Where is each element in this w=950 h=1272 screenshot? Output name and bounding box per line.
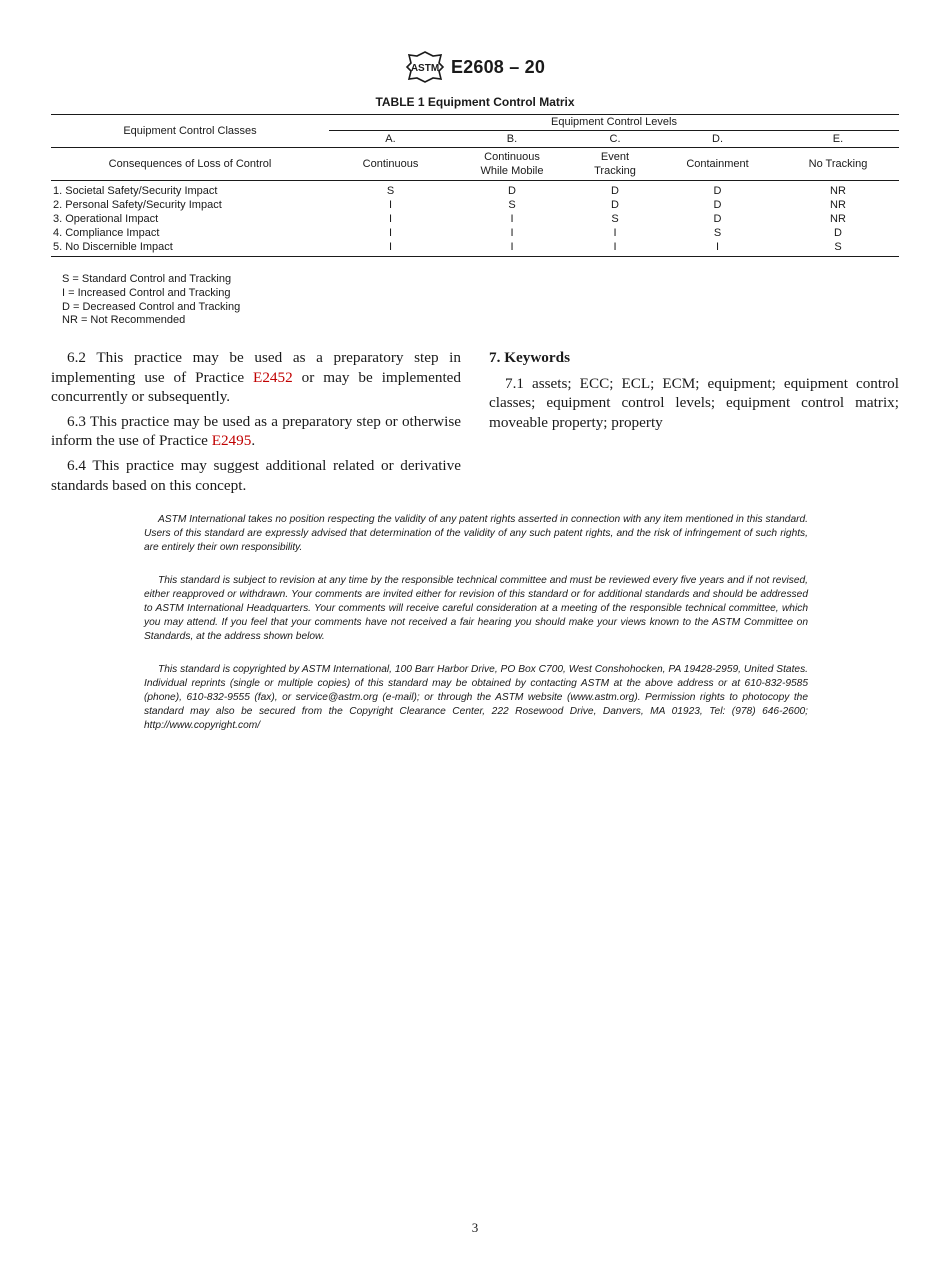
level-name (572, 148, 658, 181)
table-title: TABLE 1 Equipment Control Matrix (375, 95, 575, 109)
row-label: 5. No Discernible Impact (51, 240, 329, 257)
cell-value: I (510, 227, 514, 239)
level-name-line: No Tracking (808, 158, 868, 170)
classes-header: Equipment Control Classes (51, 115, 329, 148)
table-row (51, 212, 899, 226)
cell-value: I (388, 227, 393, 239)
row-label: 2. Personal Safety/Security Impact (53, 199, 222, 211)
level-letter: B. (452, 131, 572, 148)
cell-value: I (658, 240, 777, 257)
table-header-row-3 (51, 148, 899, 181)
astm-logo-icon (405, 50, 445, 84)
page-number: 3 (471, 1220, 479, 1235)
level-letter: E. (777, 131, 899, 148)
paragraph-6-4: 6.4 This practice may suggest additional related or derivative standards based on this concept. (51, 456, 461, 494)
table-row (51, 226, 899, 240)
cell-value: I (388, 199, 393, 211)
paragraph-text: 6.3 This practice may be used as a preparatory step or otherwise inform the use of Practice (51, 412, 461, 450)
level-name-line: Containment (686, 158, 749, 170)
level-name-line: Tracking (594, 165, 636, 177)
cell-value: S (386, 185, 395, 197)
level-name-line: Event (600, 151, 630, 163)
table-row (51, 198, 899, 212)
document-header (0, 50, 950, 84)
paragraph-text: . (251, 432, 256, 450)
cell-value: I (613, 227, 617, 239)
standard-designation: E2608 – 20 (450, 56, 546, 77)
table-row (51, 240, 899, 257)
cell-value: I (510, 213, 514, 225)
footnote: I = Increased Control and Tracking (62, 286, 231, 299)
paragraph-6-2 (51, 348, 461, 407)
level-letter: D. (658, 131, 777, 148)
cell-value: D (713, 199, 722, 211)
notice-text: This standard is subject to revision at any time by the responsible technical committee and must be reviewed every five years and if not revised, either reapproved or withdrawn. Your comments are invited either for revision of this standard or for additional standards and should be addressed to ASTM International Headquarters. Your comments will receive careful consideration at a meeting of the responsible technical committee, which you may attend. If you feel that your comments have not received a fair hearing you should make your views known to the ASTM Committee on Standards, at the address shown below. (144, 575, 808, 642)
level-letter: C. (572, 131, 658, 148)
section-heading-keywords: 7. Keywords (489, 349, 570, 366)
level-name (777, 148, 899, 181)
cell-value: D (508, 185, 516, 197)
cell-value: I (329, 240, 452, 257)
notice-text: ASTM International takes no position respecting the validity of any patent rights asserted in connection with any item mentioned in this standard. Users of this standard are expressly advised that determination of the validity of any such patent rights, and the risk of infringement of such rights, are entirely their own responsibility. (144, 514, 808, 553)
row-label: 4. Compliance Impact (53, 227, 160, 239)
cell-value: S (777, 240, 899, 257)
notice-text: This standard is copyrighted by ASTM International, 100 Barr Harbor Drive, PO Box C700, West Conshohocken, PA 19428-2959, United States. Individual reprints (single or multiple copies) of this standard may be obtained by contacting ASTM at the above address or at 610-832-9585 (phone), 610-832-9555 (fax), or service@astm.org (e-mail); or through the ASTM website (www.astm.org). Permission rights to photocopy the standard may also be secured from the Copyright Clearance Center, 222 Rosewood Drive, Danvers, MA 01923, Tel: (978) 646-2600; http://www.copyright.com/ (144, 664, 808, 731)
level-name-line: Continuous (362, 158, 419, 170)
practice-e2452-link[interactable]: E2452 (253, 368, 293, 386)
revision-notice (144, 574, 808, 644)
level-name (658, 148, 777, 181)
copyright-notice (144, 663, 808, 733)
cell-value: I (388, 213, 393, 225)
level-name-line: While Mobile (480, 165, 544, 177)
practice-e2495-link[interactable]: E2495 (211, 432, 252, 450)
cell-value: D (713, 185, 722, 197)
patent-notice (144, 513, 808, 555)
cell-value: S (508, 199, 516, 211)
table-header-row-1 (51, 115, 899, 132)
paragraph-text: or may be implemented concurrently or subsequently. (51, 368, 461, 406)
paragraph-6-3 (51, 412, 461, 451)
row-label: 1. Societal Safety/Security Impact (53, 185, 218, 197)
level-name-line: Continuous (484, 151, 540, 163)
cell-value: D (713, 213, 722, 225)
cell-value: D (611, 185, 619, 197)
paragraph-7-1: 7.1 assets; ECC; ECL; ECM; equipment; equipment control classes; equipment control levels; equipment control matrix; moveable property; property (489, 374, 899, 431)
level-name (452, 148, 572, 181)
row-label: 3. Operational Impact (53, 213, 159, 225)
cell-value: NR (830, 213, 846, 225)
footnote: NR = Not Recommended (62, 314, 186, 327)
right-column (489, 348, 899, 432)
svg-text:ASTM: ASTM (410, 63, 440, 74)
equipment-control-matrix (51, 114, 899, 257)
consequences-header: Consequences of Loss of Control (51, 148, 329, 181)
cell-value: NR (830, 185, 846, 197)
level-name (329, 148, 452, 181)
paragraph-text: 6.2 This practice may be used as a preparatory step in implementing use of Practice (51, 349, 461, 386)
cell-value: D (611, 199, 619, 211)
level-letter: A. (329, 131, 452, 148)
table-footnotes (62, 273, 240, 328)
footnote: S = Standard Control and Tracking (62, 273, 232, 285)
cell-value: NR (830, 199, 846, 211)
cell-value: D (834, 227, 842, 239)
levels-header (329, 115, 899, 132)
cell-value: S (611, 213, 619, 225)
table-row (51, 181, 899, 199)
cell-value: I (572, 240, 658, 257)
levels-header-label: Equipment Control Levels (329, 115, 899, 131)
left-column (51, 348, 461, 500)
footnote: D = Decreased Control and Tracking (62, 300, 241, 313)
cell-value: I (452, 240, 572, 257)
cell-value: S (713, 227, 722, 239)
